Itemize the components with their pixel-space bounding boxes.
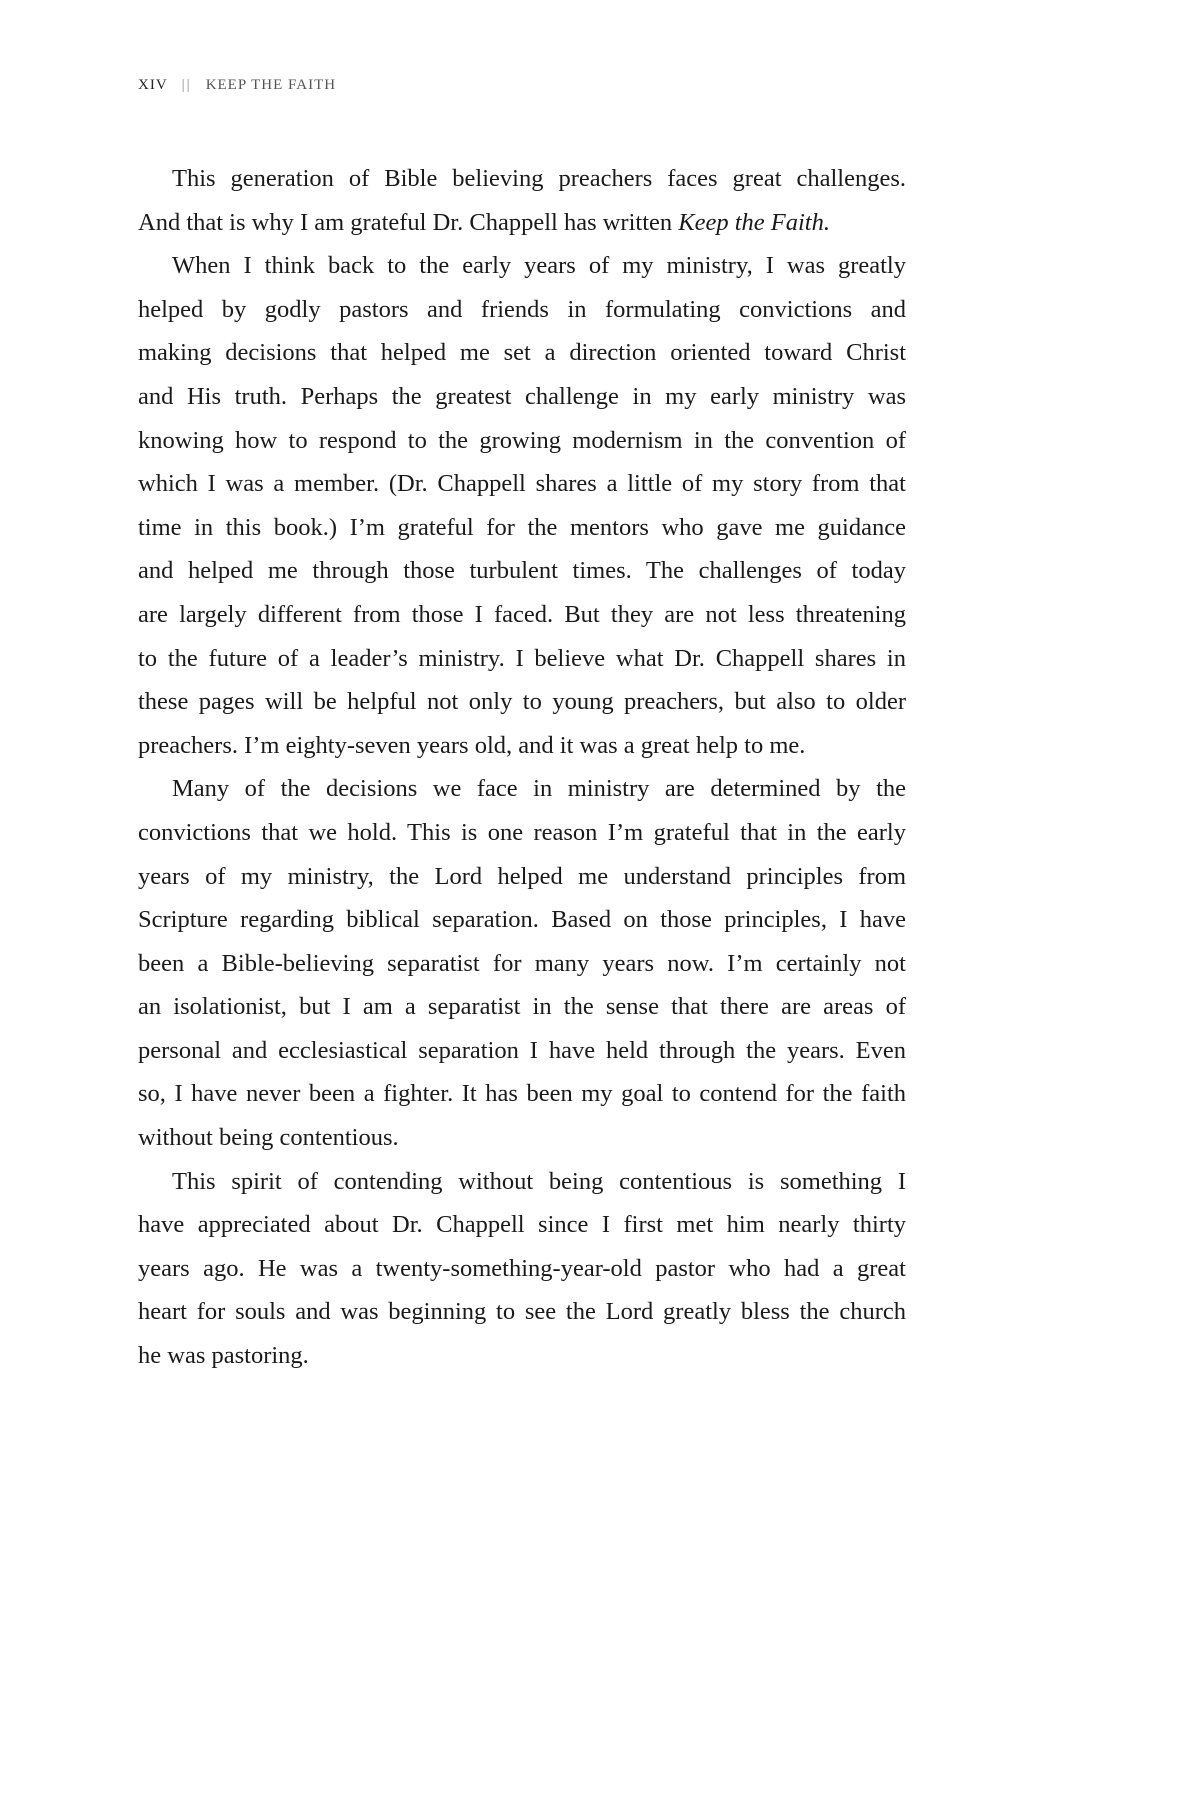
text-line: these pages will be helpful not only to young preachers, but also to older (138, 688, 906, 716)
text-line: helped by godly pastors and friends in formulating convictions and (138, 295, 906, 323)
text-line: which I was a member. (Dr. Chappell shares a little of my story from that (138, 470, 906, 498)
header-separator: || (181, 77, 192, 93)
body-text (138, 157, 906, 1378)
page-number: XIV (138, 77, 168, 93)
text-line: and His truth. Perhaps the greatest challenge in my early ministry was (138, 382, 906, 410)
text-line: making decisions that helped me set a direction oriented toward Christ (138, 339, 906, 367)
text-line: This spirit of contending without being contentious is something I (172, 1167, 906, 1195)
text-line: time in this book.) I’m grateful for the mentors who gave me guidance (138, 513, 906, 541)
text-line: so, I have never been a fighter. It has been my goal to contend for the faith (138, 1080, 906, 1108)
text-line: an isolationist, but I am a separatist in the sense that there are areas of (138, 993, 906, 1021)
text-line: heart for souls and was beginning to see the Lord greatly bless the church (138, 1298, 906, 1326)
text-line: he was pastoring. (138, 1342, 309, 1370)
text-line: Many of the decisions we face in ministry are determined by the (172, 775, 906, 803)
text-line: without being contentious. (138, 1124, 399, 1152)
paragraph (138, 767, 906, 1159)
book-title: KEEP THE FAITH (205, 77, 337, 93)
paragraph (138, 244, 906, 767)
text-line: Scripture regarding biblical separation. Based on those principles, I have (138, 906, 906, 934)
paragraph (138, 1160, 906, 1378)
text-line: been a Bible-believing separatist for many years now. I’m certainly not (138, 949, 906, 977)
text-line: to the future of a leader’s ministry. I believe what Dr. Chappell shares in (138, 644, 906, 672)
running-head (138, 77, 336, 94)
text-line: have appreciated about Dr. Chappell since I first met him nearly thirty (138, 1211, 906, 1239)
text-line: years ago. He was a twenty-something-year-old pastor who had a great (138, 1254, 906, 1282)
text-line: years of my ministry, the Lord helped me understand principles from (138, 862, 906, 890)
text-line: When I think back to the early years of my ministry, I was greatly (172, 252, 906, 280)
text-line: personal and ecclesiastical separation I have held through the years. Even (138, 1036, 906, 1064)
text-line: preachers. I’m eighty-seven years old, and it was a great help to me. (138, 731, 806, 759)
paragraph (138, 157, 906, 244)
text-line: This generation of Bible believing preachers faces great challenges. (172, 165, 906, 192)
text-line: are largely different from those I faced. But they are not less threatening (138, 600, 906, 628)
text-line: and helped me through those turbulent times. The challenges of today (138, 557, 906, 585)
text-line: convictions that we hold. This is one reason I’m grateful that in the early (138, 818, 906, 846)
book-title-italic: Keep the Faith. (678, 208, 830, 236)
text-line: knowing how to respond to the growing modernism in the convention of (138, 426, 906, 454)
text-line: And that is why I am grateful Dr. Chappell has written Keep the Faith. (138, 208, 830, 236)
